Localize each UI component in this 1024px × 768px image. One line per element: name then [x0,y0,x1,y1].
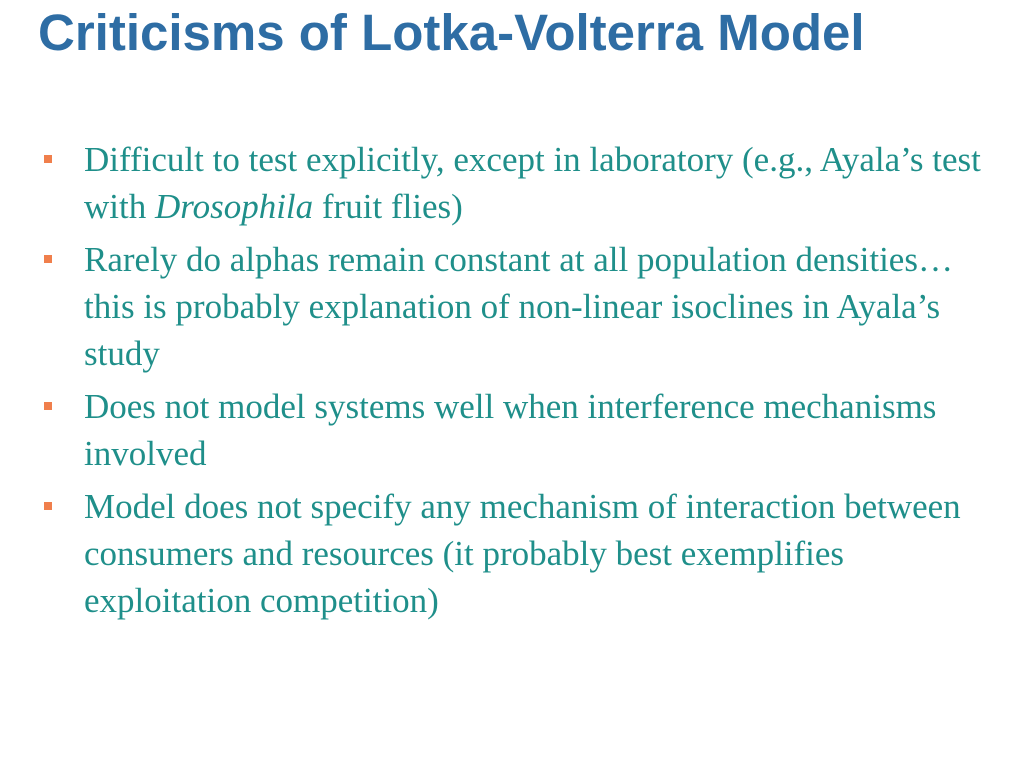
bullet-item [0,483,1000,624]
bullet-item [0,383,1000,477]
bullet-emphasis: Drosophila [154,187,314,226]
slide-title: Criticisms of Lotka-Volterra Model [38,4,865,61]
bullet-list [0,136,1000,630]
square-bullet-icon [44,155,52,163]
bullet-text: fruit flies) [313,187,463,226]
square-bullet-icon [44,255,52,263]
bullet-text: Model does not specify any mechanism of interaction between consumers and resources (it probably best exemplifies exploitation competition) [84,487,961,620]
bullet-text: Does not model systems well when interference mechanisms involved [84,387,937,473]
bullet-item [0,136,1000,230]
square-bullet-icon [44,502,52,510]
bullet-text: Difficult to test explicitly, except in laboratory (e.g., Ayala’s test with [84,140,981,226]
square-bullet-icon [44,402,52,410]
bullet-item [0,236,1000,377]
bullet-text: Rarely do alphas remain constant at all population densities…this is probably explanation of non-linear isoclines in Ayala’s study [84,240,953,373]
